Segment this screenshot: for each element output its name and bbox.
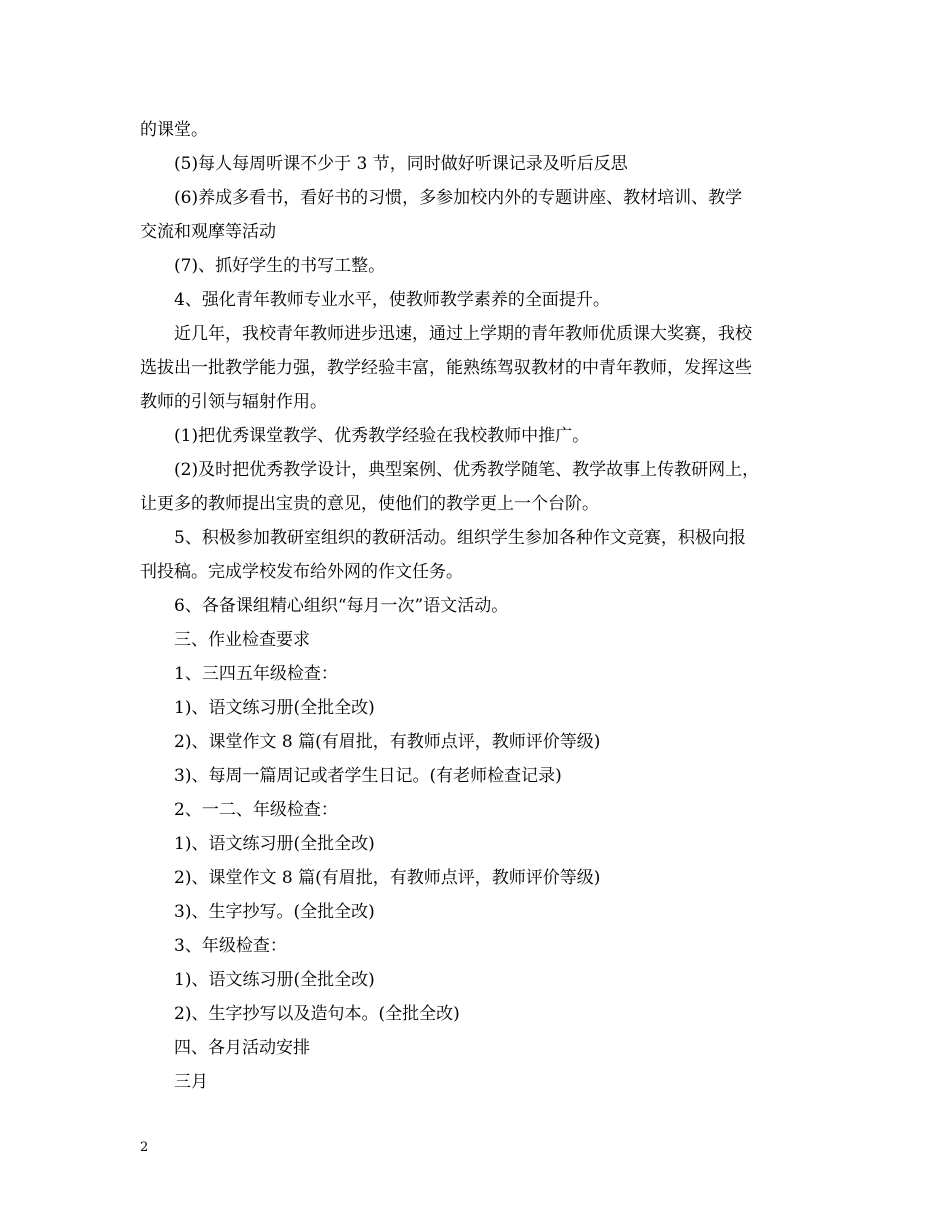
list-item: 2)、课堂作文 8 篇(有眉批，有教师点评，教师评价等级) [174, 868, 601, 888]
paragraph-line: 三月 [174, 1072, 208, 1092]
list-heading: 2、一二、年级检查： [174, 800, 338, 820]
paragraph-line: (5)每人每周听课不少于 3 节，同时做好听课记录及听后反思 [174, 154, 628, 174]
paragraph-line: 的课堂。 [140, 120, 208, 140]
list-item: 1)、语文练习册(全批全改) [174, 970, 375, 990]
section-heading: 四、各月活动安排 [174, 1038, 310, 1058]
paragraph-line: 教师的引领与辐射作用。 [140, 392, 327, 412]
section-heading: 5、积极参加教研室组织的教研活动。组织学生参加各种作文竞赛，积极向报 [174, 528, 746, 548]
paragraph-line: 刊投稿。完成学校发布给外网的作文任务。 [140, 562, 463, 582]
list-heading: 3、年级检查： [174, 936, 287, 956]
document-body [140, 113, 830, 1099]
paragraph-line: (7)、抓好学生的书写工整。 [174, 256, 386, 276]
list-item: 2)、生字抄写以及造句本。(全批全改) [174, 1004, 460, 1024]
list-item: 1)、语文练习册(全批全改) [174, 834, 375, 854]
list-heading: 1、三四五年级检查： [174, 664, 338, 684]
list-item: 1)、语文练习册(全批全改) [174, 698, 375, 718]
section-heading: 三、作业检查要求 [174, 630, 310, 650]
section-heading: 6、各备课组精心组织“每月一次”语文活动。 [174, 596, 509, 616]
paragraph-line: 让更多的教师提出宝贵的意见，使他们的教学更上一个台阶。 [140, 494, 599, 514]
page-number: 2 [140, 1140, 149, 1155]
paragraph-line: 选拔出一批教学能力强，教学经验丰富，能熟练驾驭教材的中青年教师，发挥这些 [140, 358, 752, 378]
list-item: 3)、生字抄写。(全批全改) [174, 902, 375, 922]
list-item: 2)、课堂作文 8 篇(有眉批，有教师点评，教师评价等级) [174, 732, 601, 752]
paragraph-line: (2)及时把优秀教学设计，典型案例、优秀教学随笔、教学故事上传教研网上， [174, 460, 760, 480]
paragraph-line: 交流和观摩等活动 [140, 222, 276, 242]
section-heading: 4、强化青年教师专业水平，使教师教学素养的全面提升。 [174, 290, 610, 310]
paragraph-line: (6)养成多看书，看好书的习惯，多参加校内外的专题讲座、教材培训、教学 [174, 188, 743, 208]
paragraph-line: 近几年，我校青年教师进步迅速，通过上学期的青年教师优质课大奖赛，我校 [174, 324, 752, 344]
list-item: 3)、每周一篇周记或者学生日记。(有老师检查记录) [174, 766, 562, 786]
paragraph-line: (1)把优秀课堂教学、优秀教学经验在我校教师中推广。 [174, 426, 590, 446]
